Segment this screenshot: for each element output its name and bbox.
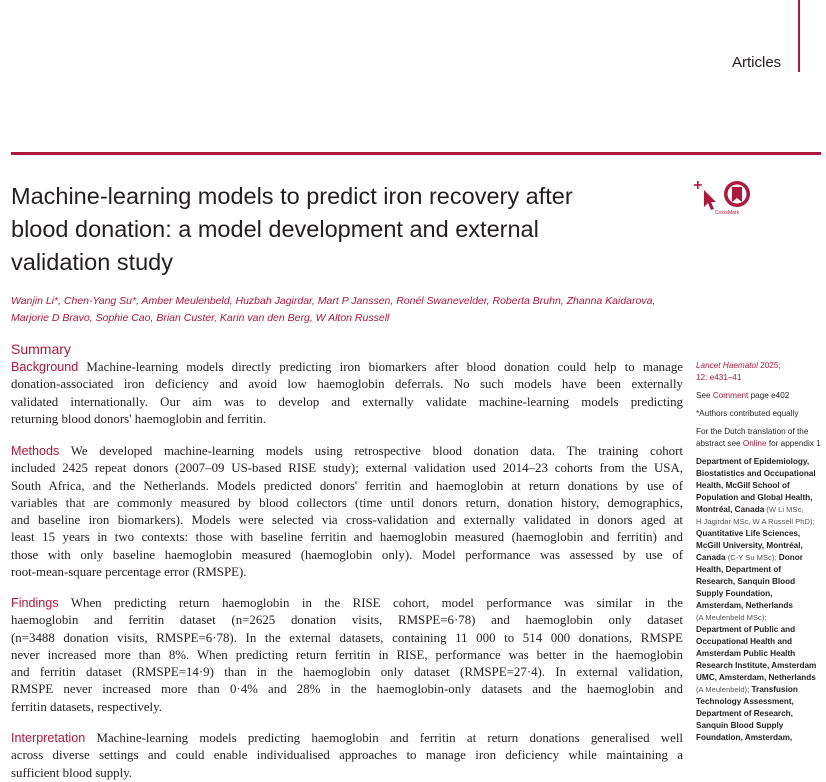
online-link[interactable]: Online — [742, 439, 767, 448]
citation-year: 2025; — [757, 361, 781, 370]
citation-pages: 12: e431–41 — [696, 373, 742, 382]
author-line: Wanjin Li*, Chen-Yang Su*, Amber Meulenbeld, Huzbah Jagirdar, Mart P Janssen, Ronél Swanevelder, Roberta Bruhn, Zhanna Kaidarova, — [11, 295, 656, 307]
crossmark-label: CrossMark — [714, 210, 740, 216]
citation-journal: Lancet Haematol — [696, 361, 758, 370]
paragraph-line: haemoglobin and ferritin dataset (n=2625 donation visits, RMSPE=6·78) and haemoglobin only dataset — [11, 613, 683, 628]
findings-label: Findings — [11, 596, 59, 610]
authors-note: *Authors contributed equally — [696, 409, 799, 418]
title-line: Machine-learning models to predict iron recovery after — [11, 183, 573, 209]
paragraph-line: and ferritin dataset (RMSPE=14·9) than in the haemoglobin only dataset (RMSPE=27·4). In external validation, — [11, 665, 683, 680]
methods-label: Methods — [11, 444, 60, 458]
paragraph-line: South Africa, and the Netherlands. Models predicted donors' ferritin and haemoglobin at return donations by use of — [11, 478, 683, 493]
paragraph-line: sufficient blood supply. — [11, 765, 133, 780]
paragraph-line: variables that are commonly measured by blood collectors (time until donors return, donation history, demographics, — [11, 495, 683, 510]
paragraph-line: ferritin datasets, respectively. — [11, 699, 162, 714]
background-paragraph — [11, 359, 683, 428]
paragraph-line: Methods We developed machine-learning models using retrospective blood donation data. The training cohort — [11, 444, 683, 458]
author-list — [11, 293, 671, 327]
affiliation-list: Department of Epidemiology, Biostatistics and Occupational Health, McGill School of Population and Global Health, Montréal, Canada (W Li MSc, H Jagirdar MSc, W A Russell PhD); Quantitative Life Sciences, McGill University, Montréal, Canada (C-Y Su MSc); Donor Health, Department of Research, Sanquin Blood Supply Foundation, Amsterdam, Netherlands (A Meulenbeld MSc); Department of Public and Occupational Health and Amsterdam Public Health Research Institute, Amsterdam UMC, Amsterdam, Netherlands (A Meulenbeld); Transfusion Technology Assessment, Department of Research, Sanquin Blood Supply Foundation, Amsterdam, — [696, 457, 817, 742]
see-comment: See Comment page e402 — [696, 391, 790, 400]
article-title — [11, 180, 651, 279]
paragraph-line: Interpretation Machine-learning models predicting haemoglobin and ferritin at return donations generalised well — [11, 731, 683, 745]
top-accent-rule — [798, 0, 800, 72]
background-label: Background — [11, 360, 79, 374]
paragraph-line: RMSPE never increased more than 0·4% and 28% in the haemoglobin-only datasets and the haemoglobin and — [11, 682, 683, 697]
paragraph-line: never increased more than 8%. When predicting return ferritin in RISE, performance was better in the haemoglobin — [11, 647, 683, 662]
paragraph-line: Background Machine-learning models directly predicting iron biomarkers after blood donation could help to manage — [11, 360, 683, 374]
paragraph-line: those with only baseline haemoglobin measured (haemoglobin only). Model performance was assessed by use of — [11, 547, 683, 562]
section-label: Articles — [732, 54, 782, 71]
paragraph-line: included 2425 repeat donors (2007–09 US-based RISE study); external validation used 2014–23 cohorts from the USA, — [11, 461, 683, 476]
translation-note: For the Dutch translation of the abstract see Online for appendix 1 — [696, 427, 821, 448]
paragraph-line: least 15 years in two contexts: those with baseline ferritin and haemoglobin measured (haemoglobin and ferritin) and — [11, 530, 683, 545]
paragraph-line: validated internationally. Our aim was to develop and externally validate machine-learning models predicting — [11, 394, 683, 409]
header-rule — [11, 152, 821, 155]
title-line: blood donation: a model development and external — [11, 216, 539, 242]
citation — [696, 360, 824, 384]
comment-link[interactable]: Comment — [712, 391, 749, 400]
paragraph-line: Findings When predicting return haemoglobin in the RISE cohort, model performance was similar in the — [11, 596, 683, 610]
paragraph-line: root-mean-square percentage error (RMSPE). — [11, 565, 247, 580]
paragraph-line: returning blood donors' haemoglobin and ferritin. — [11, 411, 267, 426]
paragraph-line: donation-associated iron deficiency and avoid low haemoglobin deferrals. No such models have been externally — [11, 377, 683, 392]
methods-paragraph — [11, 443, 683, 581]
interpretation-paragraph — [11, 730, 683, 782]
paragraph-line: (n=3488 donation visits, RMSPE=6·78). In the external datasets, containing 11 000 to 514 000 donations, RMSPE — [11, 630, 683, 645]
summary-heading: Summary — [11, 341, 71, 357]
interpretation-label: Interpretation — [11, 731, 86, 745]
paragraph-line: and baseline iron biomarkers). Models were selected via cross-validation and externally validated in donors aged at — [11, 513, 683, 528]
title-line: validation study — [11, 249, 173, 275]
paragraph-line: across diverse settings and could enable individualised approaches to manage iron deficiency while maintaining a — [11, 748, 683, 763]
sidebar — [696, 360, 824, 744]
findings-paragraph — [11, 595, 683, 716]
author-line: Marjorie D Bravo, Sophie Cao, Brian Custer, Karin van den Berg, W Alton Russell — [11, 312, 390, 324]
